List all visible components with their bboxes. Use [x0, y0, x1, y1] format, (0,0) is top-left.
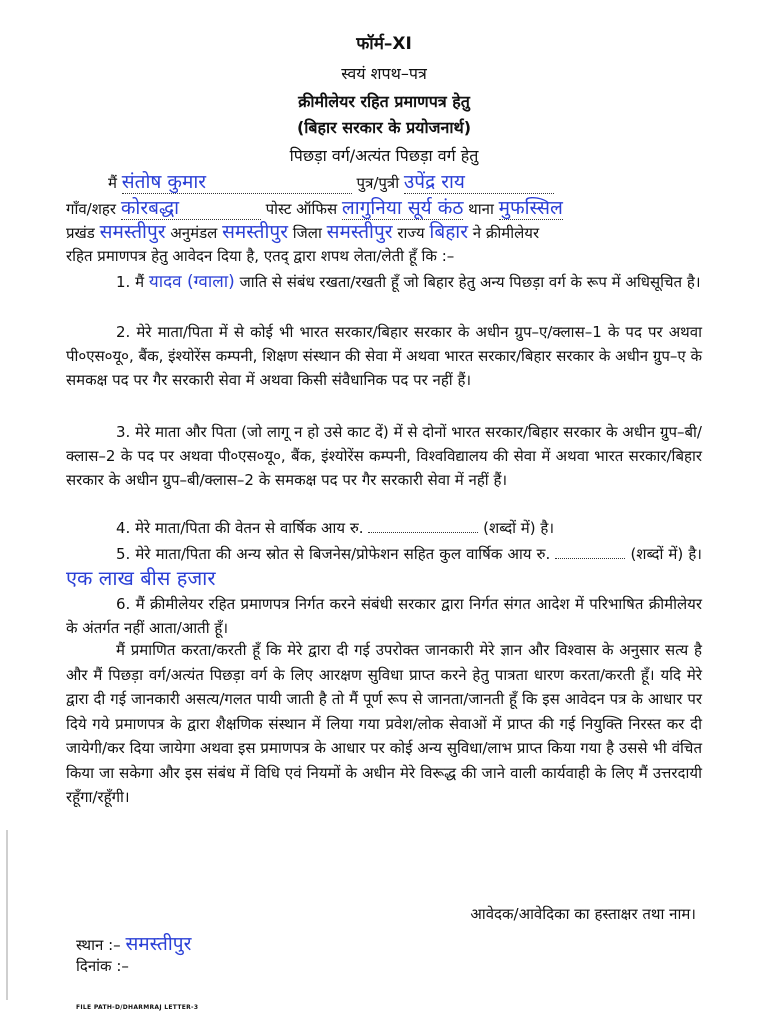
date-line: [76, 956, 129, 976]
oath-intro: रहित प्रमाणपत्र हेतु आवेदन दिया है, एतद् द्वारा शपथ लेता/लेती हूँ कि :–: [66, 247, 455, 265]
declaration-paragraph: मैं प्रमाणित करता/करती हूँ कि मेरे द्वारा दी गई उपरोक्त जानकारी मेरे ज्ञान और विश्वास के अनुसार सत्य है और मैं पिछड़ा वर्ग/अत्यंत पिछड़ा वर्ग के लिए आरक्षण सुविधा प्राप्त करने हेतु पात्रता धारण करता/करती हूँ। यदि मेरे द्वारा दी गई जानकारी असत्य/गलत पायी जाती है तो मैं पूर्ण रूप से जानता/जानती हूँ कि इस आवेदन पत्र के आधार पर दिये गये प्रमाणपत्र के द्वारा शैक्षणिक संस्थान में लिया गया प्रवेश/लोक सेवाओं में प्राप्त की गई नियुक्ति निरस्त कर दी जायेगी/कर दिया जायेगा अथवा इस प्रमाणपत्र के आधार पर कोई अन्य सुविधा/लाभ प्राप्त किया गया है उससे भी वंचित किया जा सकेगा और इस संबंध में विधि एवं नियमों के अधीन मेरे विरूद्ध की जाने वाली कार्यवाही के लिए मैं उत्तरदायी रहूँगा/रहूँगी।: [66, 641, 702, 806]
form-subtitle-purpose: (बिहार सरकार के प्रयोजनार्थ): [296, 118, 472, 137]
clause-3: 3. मेरे माता और पिता (जो लागू न हो उसे काट दें) में से दोनों भारत सरकार/बिहार सरकार के अधीन ग्रुप–बी/क्लास–2 के पद पर अथवा पी०एस०यू०, बैंक, इंश्योरेंस कम्पनी, विश्वविद्यालय की सेवा में अथवा भारत सरकार/बिहार सरकार के अधीन ग्रुप–बी/क्लास–2 के समकक्ष पद पर गैर सरकारी सेवा में नहीं हैं।: [66, 423, 702, 489]
clause-4-post: (शब्दों में) है।: [483, 519, 555, 537]
income-words-value: एक लाख बीस हजार: [66, 566, 216, 590]
clause-4-pre: 4. मेरे माता/पिता की वेतन से वार्षिक आय रु.: [116, 519, 364, 537]
name-line: [108, 172, 744, 194]
father-field: [404, 172, 554, 194]
scan-edge-line: [6, 830, 8, 1000]
thana-field: [499, 198, 563, 220]
form-subtitle-affidavit: स्वयं शपथ–पत्र: [341, 64, 427, 83]
district-label: जिला: [292, 224, 322, 242]
caste-value: यादव (ग्वाला): [148, 272, 235, 292]
other-income-field: [555, 558, 625, 559]
main-label: मैं: [108, 174, 117, 192]
clause-1: [66, 270, 702, 294]
village-label: गाँव/शहर: [66, 200, 117, 218]
place-label: स्थान :–: [76, 936, 121, 954]
subdiv-label: अनुमंडल: [170, 224, 218, 242]
village-value: कोरबद्धा: [120, 197, 180, 219]
thana-label: थाना: [468, 200, 494, 218]
son-daughter-label: पुत्र/पुत्री: [356, 174, 400, 192]
post-field: [342, 198, 463, 220]
address-line-2: [66, 222, 702, 243]
village-field: [121, 198, 261, 220]
father-value: उपेंद्र राय: [403, 171, 465, 193]
block-label: प्रखंड: [66, 224, 95, 242]
clause-2: 2. मेरे माता/पिता में से कोई भी भारत सरकार/बिहार सरकार के अधीन ग्रुप–ए/क्लास–1 के पद पर अथवा पी०एस०यू०, बैंक, इंश्योरेंस कम्पनी, शिक्षण संस्थान की सेवा में अथवा भारत सरकार/बिहार सरकार के अधीन ग्रुप–ए के समकक्ष पद पर गैर सरकारी सेवा में अथवा किसी संवैधानिक पद पर नहीं हैं।: [66, 323, 702, 389]
clause-1-post: जाति से संबंध रखता/रखती हूँ जो बिहार हेतु अन्य पिछड़ा वर्ग के रूप में अधिसूचित है।: [239, 273, 701, 291]
line3-tail: ने क्रीमीलेयर: [472, 224, 540, 242]
state-label: राज्य: [397, 224, 425, 242]
place-value: समस्तीपुर: [125, 933, 192, 955]
file-path-footer: FILE PATH-D/DHARMRAJ LETTER-3: [76, 1004, 199, 1011]
post-label: पोस्ट ऑफिस: [265, 200, 338, 218]
address-line-1: [66, 198, 702, 220]
district-value: समस्तीपुर: [326, 221, 393, 243]
form-title: फॉर्म–XI: [356, 34, 412, 54]
post-value: लागुनिया सूर्य कंठ: [341, 197, 464, 219]
date-label: दिनांक :–: [76, 957, 129, 975]
clause-6: 6. मैं क्रीमीलेयर रहित प्रमाणपत्र निर्गत करने संबंधी सरकार द्वारा निर्गत संगत आदेश में परिभाषित क्रीमीलेयर के अंतर्गत नहीं आता/आती हूँ।: [66, 595, 702, 637]
block-value: समस्तीपुर: [99, 221, 166, 243]
clause-4: [66, 516, 702, 540]
clause-5: [66, 542, 702, 592]
place-line: [76, 930, 191, 956]
signature-label: आवेदक/आवेदिका का हस्ताक्षर तथा नाम।: [470, 905, 696, 923]
thana-value: मुफस्सिल: [498, 197, 563, 219]
state-value: बिहार: [429, 221, 468, 243]
clause-1-pre: 1. मैं: [116, 273, 145, 291]
subdiv-value: समस्तीपुर: [222, 221, 288, 243]
salary-income-field: [368, 532, 478, 533]
name-field: [122, 172, 352, 194]
form-subtitle-certificate: क्रीमीलेयर रहित प्रमाणपत्र हेतु: [298, 92, 470, 111]
name-value: संतोष कुमार: [121, 171, 207, 193]
clause-5-pre: 5. मेरे माता/पिता की अन्य स्रोत से बिजनेस/प्रोफेशन सहित कुल वार्षिक आय रु.: [116, 545, 551, 563]
clause-5-mid: (शब्दों में) है।: [630, 545, 702, 563]
form-subtitle-category: पिछड़ा वर्ग/अत्यंत पिछड़ा वर्ग हेतु: [289, 146, 479, 165]
